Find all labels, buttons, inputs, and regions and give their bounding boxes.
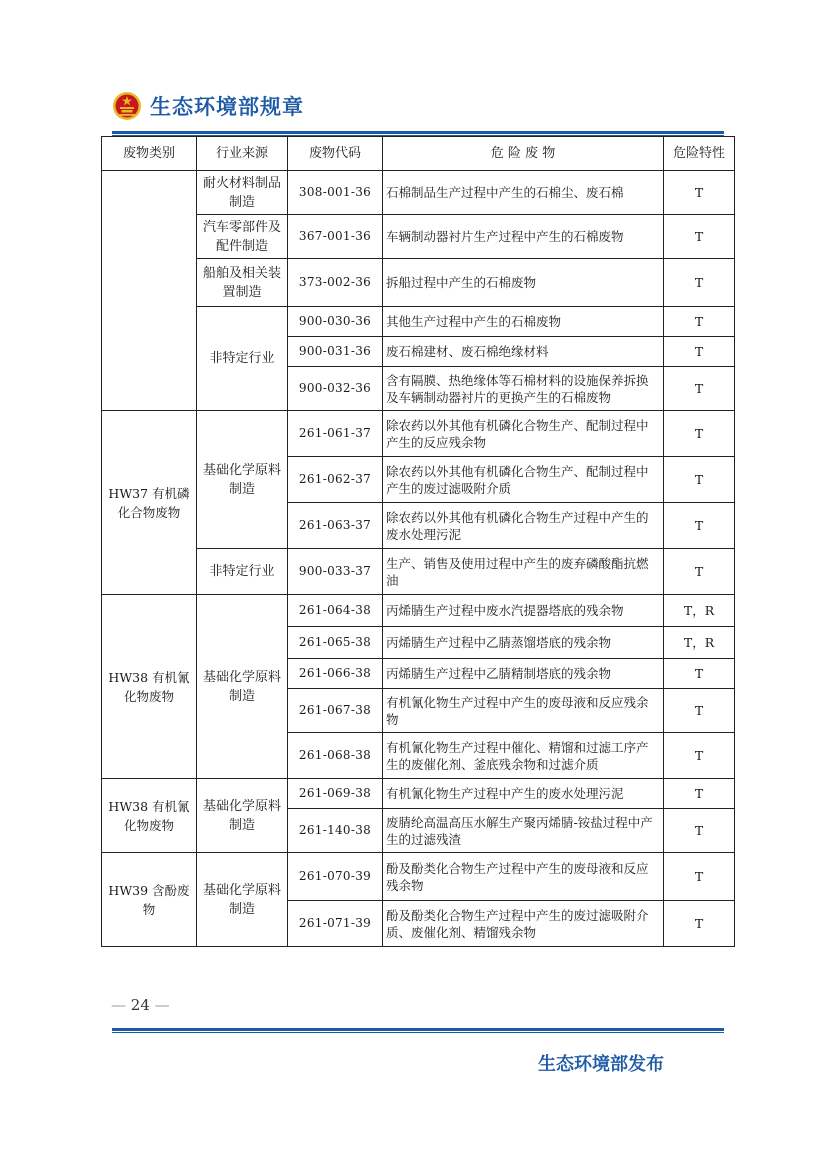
- table-row: [102, 411, 735, 457]
- waste-description-cell: 有机氰化物生产过程中产生的废母液和反应残余物: [383, 689, 664, 733]
- industry-source-cell: 船舶及相关装置制造: [197, 259, 288, 307]
- waste-description-cell: 酚及酚类化合物生产过程中产生的废母液和反应残余物: [383, 853, 664, 901]
- column-header: 危险特性: [664, 137, 735, 171]
- waste-code-cell: 261-064-38: [288, 595, 383, 627]
- national-emblem-icon: [112, 91, 142, 121]
- waste-description-cell: 废腈纶高温高压水解生产聚丙烯腈-铵盐过程中产生的过滤残渣: [383, 809, 664, 853]
- waste-category-cell: HW38 有机氰化物废物: [102, 779, 197, 853]
- waste-description-cell: 废石棉建材、废石棉绝缘材料: [383, 337, 664, 367]
- table-row: [102, 853, 735, 901]
- waste-category-cell: HW37 有机磷化合物废物: [102, 411, 197, 595]
- hazard-characteristic-cell: T: [664, 367, 735, 411]
- waste-code-cell: 261-063-37: [288, 503, 383, 549]
- waste-description-cell: 除农药以外其他有机磷化合物生产、配制过程中产生的反应残余物: [383, 411, 664, 457]
- industry-source-cell: 耐火材料制品制造: [197, 171, 288, 215]
- table-row: [102, 215, 735, 259]
- hazard-characteristic-cell: T: [664, 689, 735, 733]
- hazard-characteristic-cell: T: [664, 853, 735, 901]
- waste-category-cell: HW38 有机氰化物废物: [102, 595, 197, 779]
- waste-code-cell: 367-001-36: [288, 215, 383, 259]
- waste-code-cell: 900-033-37: [288, 549, 383, 595]
- footer-rule: [112, 1028, 724, 1031]
- waste-code-cell: 261-066-38: [288, 659, 383, 689]
- industry-source-cell: 基础化学原料制造: [197, 595, 288, 779]
- industry-source-cell: 非特定行业: [197, 549, 288, 595]
- footer-rule-thin: [112, 1032, 724, 1033]
- hazard-characteristic-cell: T: [664, 659, 735, 689]
- table-row: [102, 171, 735, 215]
- header-rule: [112, 131, 724, 134]
- industry-source-cell: 基础化学原料制造: [197, 853, 288, 947]
- industry-source-cell: 汽车零部件及配件制造: [197, 215, 288, 259]
- hazard-characteristic-cell: T: [664, 215, 735, 259]
- table-row: [102, 259, 735, 307]
- waste-code-cell: 261-070-39: [288, 853, 383, 901]
- waste-description-cell: 有机氰化物生产过程中产生的废水处理污泥: [383, 779, 664, 809]
- industry-source-cell: 基础化学原料制造: [197, 779, 288, 853]
- waste-code-cell: 900-031-36: [288, 337, 383, 367]
- waste-description-cell: 石棉制品生产过程中产生的石棉尘、废石棉: [383, 171, 664, 215]
- hazard-characteristic-cell: T: [664, 733, 735, 779]
- waste-code-cell: 261-065-38: [288, 627, 383, 659]
- table-row: [102, 779, 735, 809]
- waste-code-cell: 261-062-37: [288, 457, 383, 503]
- hazard-characteristic-cell: T: [664, 549, 735, 595]
- waste-code-cell: 308-001-36: [288, 171, 383, 215]
- hazard-characteristic-cell: T: [664, 259, 735, 307]
- page-number-value: 24: [130, 996, 150, 1014]
- table-row: [102, 595, 735, 627]
- page-number: — 24 —: [111, 996, 170, 1014]
- column-header: 行业来源: [197, 137, 288, 171]
- waste-code-cell: 261-069-38: [288, 779, 383, 809]
- hazard-characteristic-cell: T: [664, 457, 735, 503]
- waste-description-cell: 有机氰化物生产过程中催化、精馏和过滤工序产生的废催化剂、釜底残余物和过滤介质: [383, 733, 664, 779]
- hazard-characteristic-cell: T: [664, 901, 735, 947]
- waste-description-cell: 酚及酚类化合物生产过程中产生的废过滤吸附介质、废催化剂、精馏残余物: [383, 901, 664, 947]
- waste-description-cell: 含有隔膜、热绝缘体等石棉材料的设施保养拆换及车辆制动器衬片的更换产生的石棉废物: [383, 367, 664, 411]
- column-header: 废物类别: [102, 137, 197, 171]
- waste-description-cell: 除农药以外其他有机磷化合物生产、配制过程中产生的废过滤吸附介质: [383, 457, 664, 503]
- waste-description-cell: 拆船过程中产生的石棉废物: [383, 259, 664, 307]
- hazard-characteristic-cell: T: [664, 307, 735, 337]
- waste-code-cell: 261-140-38: [288, 809, 383, 853]
- waste-code-cell: 261-061-37: [288, 411, 383, 457]
- industry-source-cell: 非特定行业: [197, 307, 288, 411]
- waste-category-cell: HW39 含酚废物: [102, 853, 197, 947]
- hazard-characteristic-cell: T: [664, 779, 735, 809]
- waste-code-cell: 900-032-36: [288, 367, 383, 411]
- column-header: 危 险 废 物: [383, 137, 664, 171]
- hazard-characteristic-cell: T，R: [664, 595, 735, 627]
- header-title: 生态环境部规章: [150, 95, 304, 119]
- waste-code-cell: 373-002-36: [288, 259, 383, 307]
- waste-code-cell: 900-030-36: [288, 307, 383, 337]
- waste-description-cell: 丙烯腈生产过程中乙腈精制塔底的残余物: [383, 659, 664, 689]
- waste-code-cell: 261-068-38: [288, 733, 383, 779]
- hazardous-waste-table: [101, 136, 735, 947]
- table-body: [102, 171, 735, 947]
- hazard-characteristic-cell: T，R: [664, 627, 735, 659]
- waste-category-cell: [102, 171, 197, 411]
- waste-description-cell: 车辆制动器衬片生产过程中产生的石棉废物: [383, 215, 664, 259]
- industry-source-cell: 基础化学原料制造: [197, 411, 288, 549]
- table-row: [102, 549, 735, 595]
- waste-description-cell: 其他生产过程中产生的石棉废物: [383, 307, 664, 337]
- table-header-row: [102, 137, 735, 171]
- waste-code-cell: 261-067-38: [288, 689, 383, 733]
- hazard-characteristic-cell: T: [664, 411, 735, 457]
- hazard-characteristic-cell: T: [664, 809, 735, 853]
- waste-description-cell: 除农药以外其他有机磷化合物生产过程中产生的废水处理污泥: [383, 503, 664, 549]
- waste-description-cell: 丙烯腈生产过程中乙腈蒸馏塔底的残余物: [383, 627, 664, 659]
- footer-publisher: 生态环境部发布: [538, 1054, 664, 1075]
- table-row: [102, 307, 735, 337]
- waste-code-cell: 261-071-39: [288, 901, 383, 947]
- waste-description-cell: 丙烯腈生产过程中废水汽提器塔底的残余物: [383, 595, 664, 627]
- column-header: 废物代码: [288, 137, 383, 171]
- waste-description-cell: 生产、销售及使用过程中产生的废弃磷酸酯抗燃油: [383, 549, 664, 595]
- hazard-characteristic-cell: T: [664, 337, 735, 367]
- hazard-characteristic-cell: T: [664, 171, 735, 215]
- hazard-characteristic-cell: T: [664, 503, 735, 549]
- page-header: [112, 86, 304, 126]
